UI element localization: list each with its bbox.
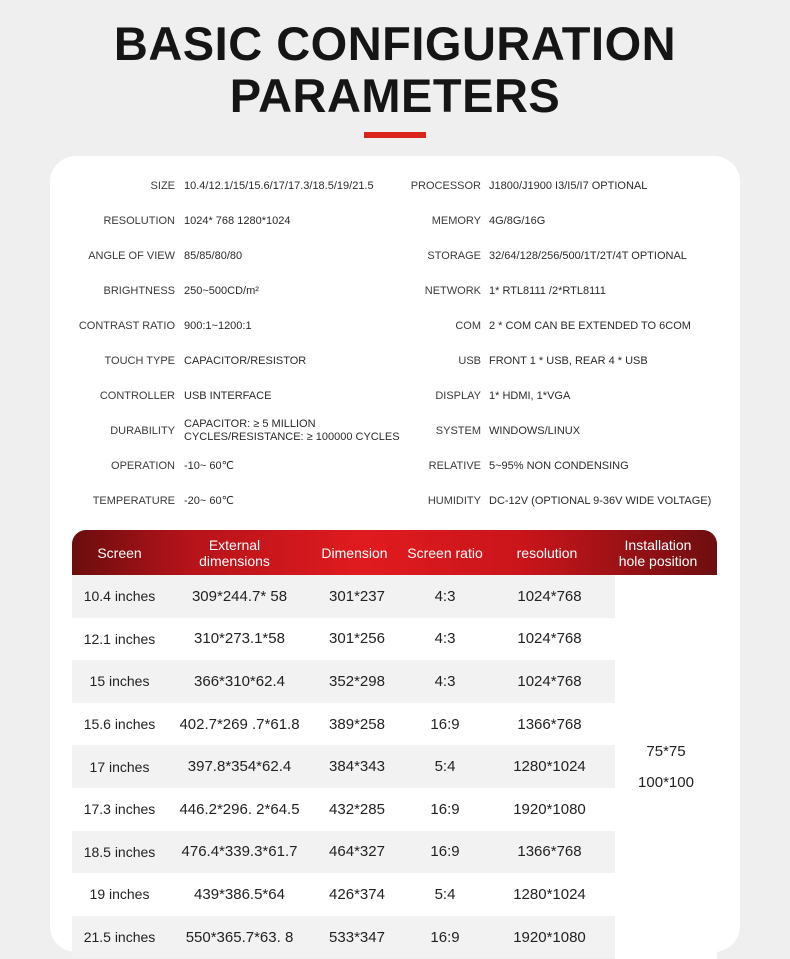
spec-label: STORAGE: [427, 250, 481, 262]
cell-screen: 15.6 inches: [83, 716, 156, 733]
spec-label: RELATIVE: [428, 460, 481, 472]
spec-value-line2: CYCLES/RESISTANCE: ≥ 100000 CYCLES: [184, 431, 400, 443]
cell-screen-ratio: 16:9: [430, 715, 460, 733]
cell-dimension: 464*327: [329, 843, 385, 861]
cell-external-dimensions: 402.7*269 .7*61.8: [179, 715, 300, 733]
spec-value: J1800/J1900 I3/I5/I7 OPTIONAL: [489, 180, 648, 192]
spec-value: 1* RTL8111 /2*RTL8111: [489, 285, 606, 297]
cell-resolution: 1280*1024: [513, 885, 586, 903]
cell-resolution: 1920*1080: [513, 928, 586, 946]
cell-external-dimensions: 309*244.7* 58: [191, 587, 288, 605]
cell-external-dimensions: 310*273.1*58: [194, 630, 285, 648]
spec-value: 250~500CD/m²: [184, 285, 259, 297]
hole-position-cell: [615, 575, 717, 959]
spec-label: HUMIDITY: [427, 495, 481, 507]
header-dimension: Dimension: [321, 544, 388, 561]
cell-dimension: 432*285: [329, 800, 385, 818]
cell-screen-ratio: 4:3: [434, 587, 456, 605]
spec-value: 1024* 768 1280*1024: [184, 215, 291, 227]
spec-label: PROCESSOR: [410, 180, 481, 192]
cell-resolution: 1280*1024: [513, 758, 586, 776]
table-row: [72, 618, 615, 661]
cell-screen: 17.3 inches: [83, 801, 156, 818]
spec-label: CONTRAST RATIO: [78, 320, 175, 332]
cell-resolution: 1024*768: [517, 630, 582, 648]
spec-label: TOUCH TYPE: [104, 355, 175, 367]
cell-screen-ratio: 5:4: [434, 758, 456, 776]
cell-dimension: 533*347: [329, 928, 385, 946]
table-row: [72, 745, 615, 788]
cell-external-dimensions: 446.2*296. 2*64.5: [179, 800, 300, 818]
cell-dimension: 389*258: [329, 715, 385, 733]
spec-value: 4G/8G/16G: [489, 215, 546, 227]
cell-dimension: 301*237: [329, 587, 385, 605]
spec-label: SYSTEM: [435, 425, 481, 437]
cell-screen-ratio: 4:3: [434, 630, 456, 648]
spec-value: DC-12V (OPTIONAL 9-36V WIDE VOLTAGE): [489, 495, 712, 507]
cell-screen: 15 inches: [89, 673, 150, 690]
spec-value: CAPACITOR: ≥ 5 MILLION: [184, 418, 316, 430]
spec-label: COM: [455, 320, 481, 332]
spec-label: DISPLAY: [435, 390, 481, 402]
cell-screen: 21.5 inches: [83, 929, 156, 946]
spec-value: FRONT 1 * USB, REAR 4 * USB: [489, 355, 648, 367]
hole-position-value: 75*75: [646, 743, 686, 760]
spec-value: CAPACITOR/RESISTOR: [184, 355, 307, 367]
spec-value: USB INTERFACE: [184, 390, 272, 402]
spec-value: WINDOWS/LINUX: [489, 425, 581, 437]
header-screen: Screen: [97, 544, 142, 561]
cell-resolution: 1920*1080: [513, 800, 586, 818]
cell-external-dimensions: 366*310*62.4: [194, 672, 285, 690]
cell-external-dimensions: 550*365.7*63. 8: [185, 928, 294, 946]
spec-value: -10~ 60℃: [184, 460, 234, 472]
cell-dimension: 301*256: [329, 630, 385, 648]
cell-screen: 17 inches: [89, 758, 150, 775]
cell-screen-ratio: 4:3: [434, 672, 456, 690]
spec-value: 2 * COM CAN BE EXTENDED TO 6COM: [489, 320, 691, 332]
cell-screen-ratio: 16:9: [430, 800, 460, 818]
table-row: [72, 873, 615, 916]
spec-label: NETWORK: [424, 285, 481, 297]
table-row: [72, 660, 615, 703]
cell-dimension: 352*298: [329, 672, 385, 690]
cell-screen: 12.1 inches: [83, 630, 156, 647]
spec-label: MEMORY: [431, 215, 481, 227]
table-header: [72, 530, 717, 575]
spec-value: 1* HDMI, 1*VGA: [489, 390, 571, 402]
title-underline: [364, 132, 426, 138]
table-row: [72, 575, 615, 618]
header-hole-position: Installation hole position: [618, 536, 698, 569]
cell-resolution: 1024*768: [517, 672, 582, 690]
spec-label: RESOLUTION: [103, 215, 175, 227]
page-title: [0, 18, 790, 122]
header-resolution: resolution: [516, 544, 578, 561]
cell-resolution: 1366*768: [517, 715, 582, 733]
spec-value: 900:1~1200:1: [184, 320, 252, 332]
header-screen-ratio: Screen ratio: [407, 544, 483, 561]
table-row: [72, 916, 615, 959]
cell-screen: 19 inches: [89, 886, 150, 903]
spec-value: 10.4/12.1/15/15.6/17/17.3/18.5/19/21.5: [184, 180, 374, 192]
spec-label: BRIGHTNESS: [103, 285, 175, 297]
spec-label: ANGLE OF VIEW: [88, 250, 175, 262]
spec-label: OPERATION: [111, 460, 175, 472]
spec-value: 32/64/128/256/500/1T/2T/4T OPTIONAL: [489, 250, 687, 262]
cell-external-dimensions: 397.8*354*62.4: [187, 758, 292, 776]
table-row: [72, 831, 615, 874]
spec-label: USB: [458, 355, 481, 367]
cell-screen: 18.5 inches: [83, 843, 156, 860]
cell-screen-ratio: 5:4: [434, 885, 456, 903]
cell-external-dimensions: 439*386.5*64: [194, 885, 285, 903]
spec-label: CONTROLLER: [99, 390, 175, 402]
table-row: [72, 788, 615, 831]
size-table: [72, 530, 717, 950]
cell-external-dimensions: 476.4*339.3*61.7: [181, 843, 298, 861]
spec-value: 85/85/80/80: [184, 250, 243, 262]
spec-value: 5~95% NON CONDENSING: [489, 460, 629, 472]
header-external-dimensions: External dimensions: [199, 536, 270, 569]
spec-label: DURABILITY: [110, 425, 175, 437]
cell-screen-ratio: 16:9: [430, 928, 460, 946]
page-title-line2: PARAMETERS: [229, 69, 561, 122]
cell-screen: 10.4 inches: [83, 588, 156, 605]
spec-label: SIZE: [150, 180, 175, 192]
table-row: [72, 703, 615, 746]
cell-dimension: 426*374: [329, 885, 385, 903]
cell-resolution: 1024*768: [517, 587, 582, 605]
hole-position-value: 100*100: [638, 774, 694, 791]
spec-label: TEMPERATURE: [92, 495, 175, 507]
cell-dimension: 384*343: [329, 758, 385, 776]
cell-resolution: 1366*768: [517, 843, 582, 861]
spec-value: -20~ 60℃: [184, 495, 234, 507]
cell-screen-ratio: 16:9: [430, 843, 460, 861]
page-title-line1: BASIC CONFIGURATION: [113, 17, 677, 70]
